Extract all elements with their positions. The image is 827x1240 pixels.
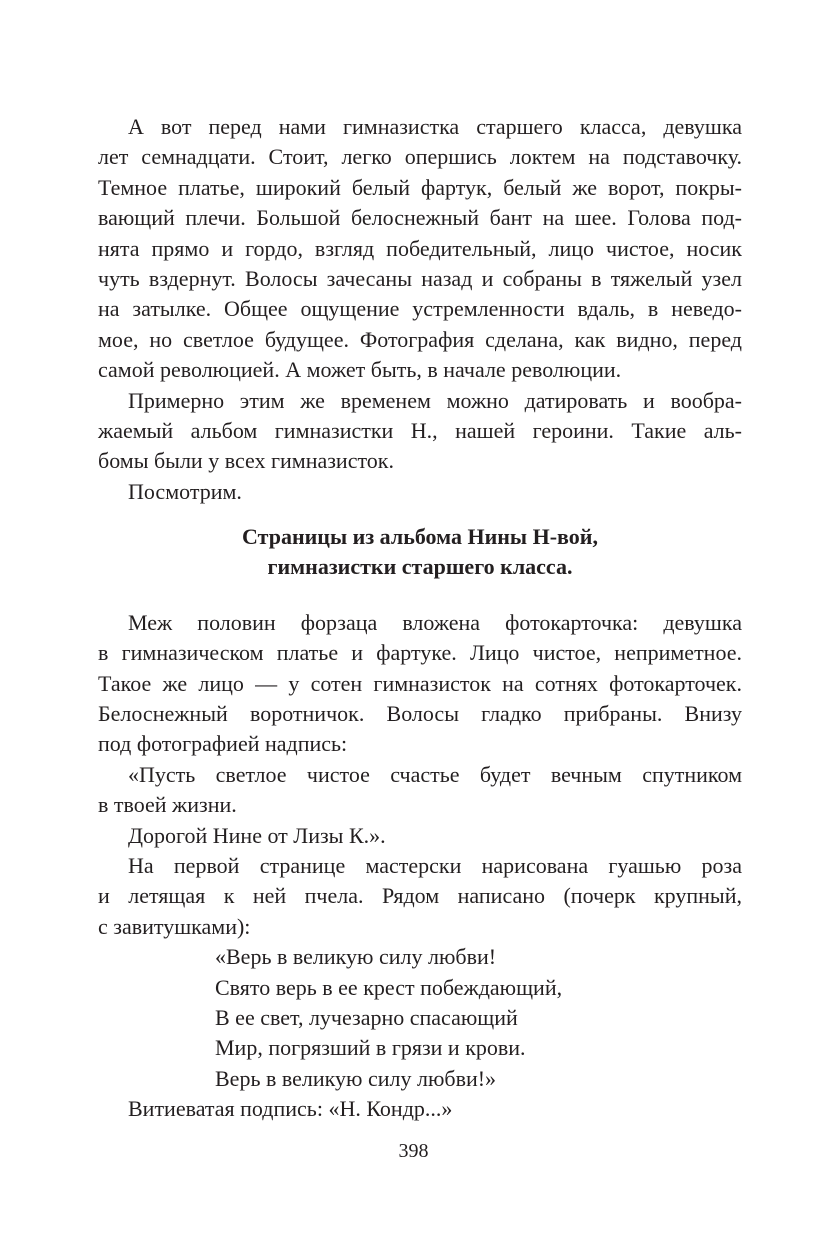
text-line: чуть вздернут. Волосы зачесаны назад и собраны в тяжелый узел <box>98 265 742 291</box>
text-line: в гимназическом платье и фартуке. Лицо чистое, неприметное. <box>98 640 742 666</box>
text-line: лет семнадцати. Стоит, легко опершись локтем на подставочку. <box>98 144 742 170</box>
text-line: На первой странице мастерски нарисована гуашью роза <box>128 852 742 878</box>
text-line: нята прямо и гордо, взгляд победительный, лицо чистое, носик <box>98 235 742 261</box>
poem-line: «Верь в великую силу любви! <box>215 944 497 970</box>
text-line: А вот перед нами гимназистка старшего класса, девушка <box>128 114 742 139</box>
text-line: под фотографией надпись: <box>98 731 348 757</box>
text-line: мое, но светлое будущее. Фотография сделана, как видно, перед <box>98 326 742 352</box>
text-line: бомы были у всех гимназисток. <box>98 448 394 474</box>
text-line: Дорогой Нине от Лизы К.». <box>128 822 386 848</box>
closing-line: Витиеватая подпись: «Н. Кондр...» <box>128 1096 453 1122</box>
text-section-intro <box>98 112 742 507</box>
poem-line: Мир, погрязший в грязи и крови. <box>215 1035 526 1061</box>
poem <box>98 942 742 1094</box>
page-number: 398 <box>398 1140 429 1162</box>
heading-line: Страницы из альбома Нины Н-вой, <box>242 524 598 550</box>
text-line: и летящая к ней пчела. Рядом написано (почерк крупный, <box>98 883 742 909</box>
poem-line: Свято верь в ее крест побеждающий, <box>215 974 563 1000</box>
text-section-album <box>98 608 742 942</box>
poem-line: Верь в великую силу любви!» <box>215 1065 497 1091</box>
text-line: Примерно этим же временем можно датировать и вообра- <box>128 387 742 413</box>
text-line: Меж половин форзаца вложена фотокарточка: девушка <box>128 609 742 635</box>
text-line: Темное платье, широкий белый фартук, белый же ворот, покры- <box>98 174 742 200</box>
text-line: самой революцией. А может быть, в начале революции. <box>98 357 622 383</box>
text-line: жаемый альбом гимназистки Н., нашей героини. Такие аль- <box>98 417 742 443</box>
text-line: «Пусть светлое чистое счастье будет вечным спутником <box>128 761 742 787</box>
text-line: Посмотрим. <box>128 478 242 504</box>
text-line: Такое же лицо — у сотен гимназисток на сотнях фотокарточек. <box>98 670 742 696</box>
heading-line: гимназистки старшего класса. <box>267 554 573 580</box>
section-heading <box>98 522 742 583</box>
text-line: в твоей жизни. <box>98 792 237 818</box>
poem-line: В ее свет, лучезарно спасающий <box>215 1004 518 1030</box>
text-line: с завитушками): <box>98 913 251 939</box>
page-body <box>98 112 742 1125</box>
text-line: вающий плечи. Большой белоснежный бант на шее. Голова под- <box>98 205 742 231</box>
text-line: Белоснежный воротничок. Волосы гладко прибраны. Внизу <box>98 701 742 727</box>
text-line: на затылке. Общее ощущение устремленности вдаль, в неведо- <box>98 296 742 322</box>
